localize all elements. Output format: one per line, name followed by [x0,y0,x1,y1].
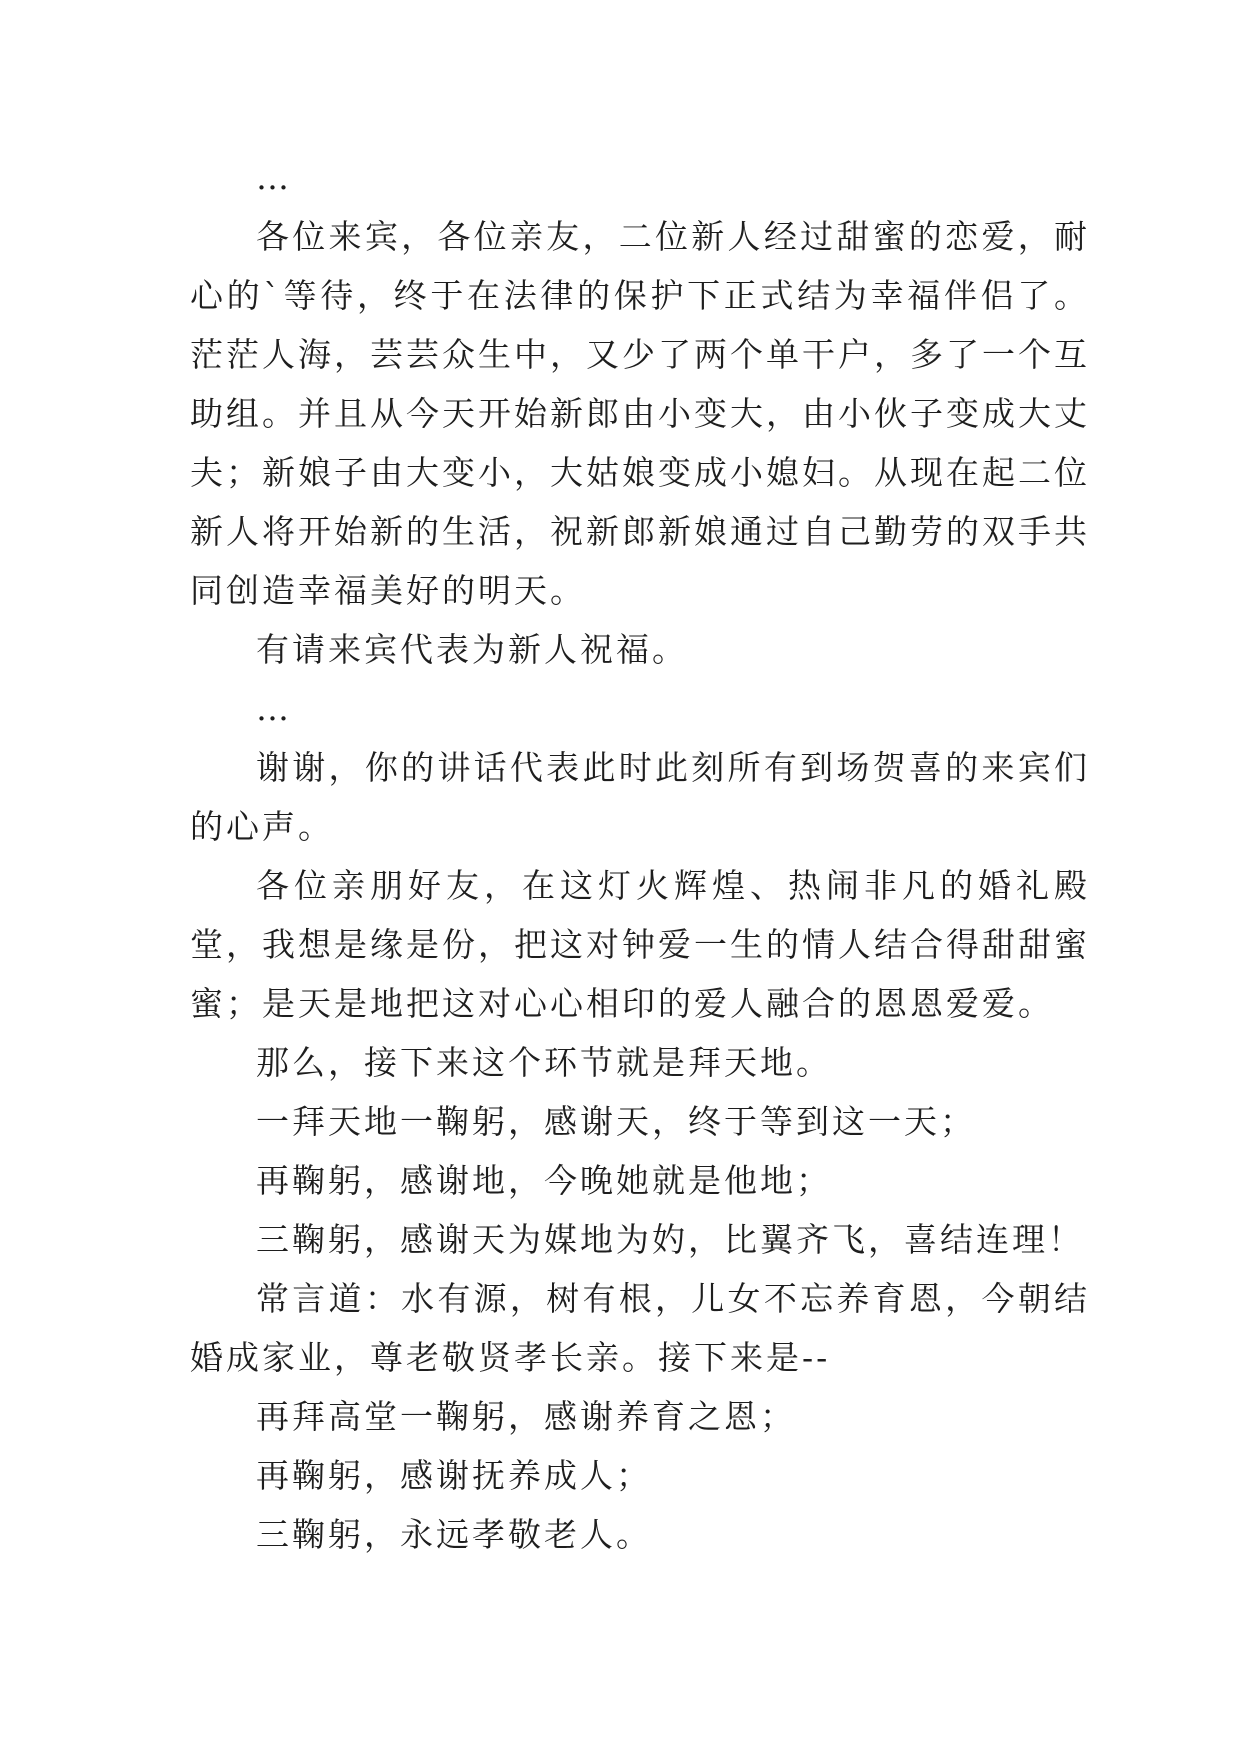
paragraph-ellipsis-1: … [256,158,292,197]
paragraph-guest-blessing: 有请来宾代表为新人祝福。 [256,630,688,669]
paragraph-next-section: 那么，接下来这个环节就是拜天地。 [256,1043,832,1082]
paragraph-saying: 常言道：水有源，树有根，儿女不忘养育恩，今朝结婚成家业，尊老敬贤孝长亲。接下来是-- [190,1279,1090,1377]
paragraph-parents-bow-1: 再拜高堂一鞠躬，感谢养育之恩； [256,1397,796,1436]
paragraph-parents-bow-3: 三鞠躬，永远孝敬老人。 [256,1515,652,1554]
document-body [190,148,1090,1564]
paragraph-second-bow: 再鞠躬，感谢地，今晚她就是他地； [256,1161,832,1200]
paragraph-ellipsis-2: … [256,689,292,728]
paragraph-welcome: 各位来宾，各位亲友，二位新人经过甜蜜的恋爱，耐心的`等待，终于在法律的保护下正式结为幸福伴侣了。茫茫人海，芸芸众生中，又少了两个单干户，多了一个互助组。并且从今天开始新郎由小变大，由小伙子变成大丈夫；新娘子由大变小，大姑娘变成小媳妇。从现在起二位新人将开始新的生活，祝新郎新娘通过自己勤劳的双手共同创造幸福美好的明天。 [190,217,1090,610]
paragraph-parents-bow-2: 再鞠躬，感谢抚养成人； [256,1456,652,1495]
paragraph-friends: 各位亲朋好友，在这灯火辉煌、热闹非凡的婚礼殿堂，我想是缘是份，把这对钟爱一生的情人结合得甜甜蜜蜜；是天是地把这对心心相印的爱人融合的恩恩爱爱。 [190,866,1090,1023]
paragraph-thanks: 谢谢，你的讲话代表此时此刻所有到场贺喜的来宾们的心声。 [190,748,1090,846]
paragraph-first-bow: 一拜天地一鞠躬，感谢天，终于等到这一天； [256,1102,976,1141]
paragraph-third-bow: 三鞠躬，感谢天为媒地为妁，比翼齐飞，喜结连理！ [256,1220,1084,1259]
